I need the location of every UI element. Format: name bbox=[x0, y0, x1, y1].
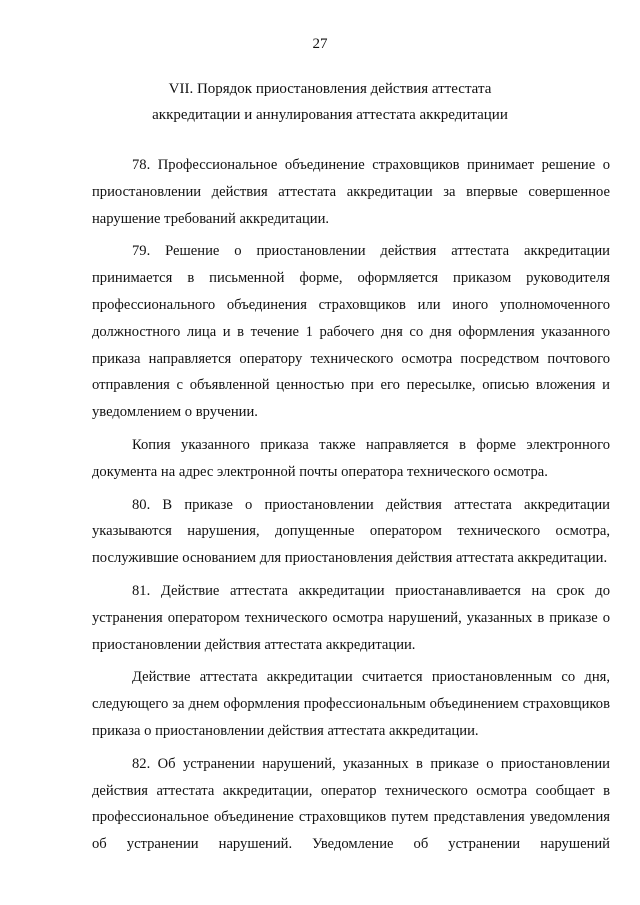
paragraph-78: 78. Профессиональное объединение страховщиков принимает решение о приостановлении действия аттестата аккредитации за впервые совершенное нарушение требований аккредитации. bbox=[92, 157, 610, 227]
paragraph-79-copy: Копия указанного приказа также направляется в форме электронного документа на адрес электронной почты оператора технического осмотра. bbox=[92, 436, 610, 480]
section-title-line-2: аккредитации и аннулирования аттестата аккредитации bbox=[152, 107, 508, 123]
paragraph-82: 82. Об устранении нарушений, указанных в приказе о приостановлении действия аттестата аккредитации, оператор технического осмотра сообщает в профессиональное объединение страховщиков путем представления уведомления об устранении нарушений. Уведомление об устранении нарушений bbox=[92, 755, 610, 853]
section-title-line-1: VII. Порядок приостановления действия аттестата bbox=[168, 81, 492, 97]
document-body bbox=[92, 152, 610, 858]
paragraph-81: 81. Действие аттестата аккредитации приостанавливается на срок до устранения оператором технического осмотра нарушений, указанных в приказе о приостановлении действия аттестата аккредитации. bbox=[92, 582, 610, 653]
paragraph-81-effect: Действие аттестата аккредитации считается приостановленным со дня, следующего за днем оформления профессиональным объединением страховщиков приказа о приостановлении действия аттестата аккредитации. bbox=[92, 669, 610, 739]
paragraph-80: 80. В приказе о приостановлении действия аттестата аккредитации указываются нарушения, допущенные оператором технического осмотра, послужившие основанием для приостановления действия аттестата аккредитации. bbox=[92, 496, 610, 567]
section-title bbox=[80, 76, 580, 128]
paragraph-79: 79. Решение о приостановлении действия аттестата аккредитации принимается в письменной форме, оформляется приказом руководителя профессионального объединения страховщиков или иного уполномоченного должностного лица и в течение 1 рабочего дня со дня оформления указанного приказа направляется оператору технического осмотра посредством почтового отправления с объявленной ценностью при его пересылке, описью вложения и уведомлением о вручении. bbox=[92, 243, 610, 421]
page-number: 27 bbox=[312, 36, 328, 52]
